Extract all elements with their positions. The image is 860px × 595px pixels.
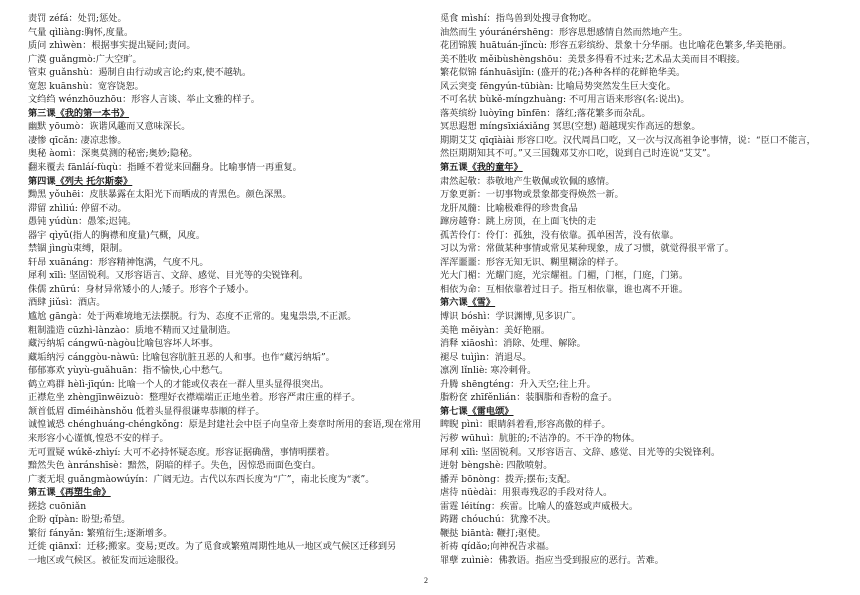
vocab-entry: 犀利 xīlì: 坚固锐利。又形容语言、文辞、感觉、目光等的尖锐锋利。 bbox=[440, 446, 721, 458]
vocab-entry: 迸射 bèngshè: 四散喷射。 bbox=[440, 460, 553, 472]
page-number: 2 bbox=[424, 576, 428, 585]
lesson-title: 《列夫 托尔斯泰》 bbox=[55, 175, 133, 187]
vocab-entry: 黯然失色 ànránshīsè：黯然，阴暗的样子。失色，因惊恐而面色变白。 bbox=[28, 460, 321, 472]
lesson-title: 《雷电颂》 bbox=[467, 405, 514, 417]
vocab-entry: 花团锦簇 huātuán-jǐncù: 形容五彩缤纷、景象十分华丽。也比喻花色繁多,华美艳丽。 bbox=[440, 40, 792, 52]
vocab-entry: 繁衍 fányǎn: 繁殖衍生;逐渐增多。 bbox=[28, 527, 173, 539]
vocab-entry: 雷霆 léitíng：疾雷。比喻人的盛怒或声威极大。 bbox=[440, 500, 639, 512]
vocab-entry: 颔首低眉 dīméihànshǒu 低着头显得很谦卑恭顺的样子。 bbox=[28, 405, 265, 417]
vocab-entry: 孤苦伶仃：伶仃：孤独，没有依靠。孤单困苦，没有依靠。 bbox=[440, 229, 679, 241]
vocab-entry: 然臣期期知其不可。”又三国魏邓艾亦口吃，说到自己时连说“艾艾”。 bbox=[440, 148, 716, 160]
lesson-number: 第六课 bbox=[440, 297, 468, 309]
vocab-entry: 鞭挞 biāntà: 鞭打;驱使。 bbox=[440, 527, 546, 539]
vocab-entry: 美艳 měiyàn：美好艳丽。 bbox=[440, 324, 551, 336]
vocab-entry: 无可置疑 wúkě-zhìyí: 大可不必持怀疑态度。形容证据确凿，事情明摆着。 bbox=[28, 446, 335, 458]
vocab-entry: 来形容小心谨慎,惶恐不安的样子。 bbox=[28, 432, 169, 444]
vocab-entry: 翻来覆去 fānláí-fùqù：指睡不着觉来回翻身。比喻事情一再重复。 bbox=[28, 162, 302, 174]
vocab-entry: 文绉绉 wénzhōuzhōu：形容人言谈、举止文雅的样子。 bbox=[28, 94, 260, 106]
vocab-entry: 管束 guǎnshù：遏制自由行动或言论;约束,使不越轨。 bbox=[28, 67, 252, 79]
vocab-entry: 消释 xiāoshì：消除、处理、解除。 bbox=[440, 338, 586, 350]
vocab-entry: 褪尽 tuìjìn：消退尽。 bbox=[440, 351, 532, 363]
vocab-entry: 蹿房越脊：跳上房顶，在上面飞快的走 bbox=[440, 216, 597, 228]
vocab-entry: 黝黑 yǒuhēi：皮肤暴露在太阳光下而晒成的青黑色。颜色深黑。 bbox=[28, 189, 292, 201]
vocab-entry: 觅食 mìshí：指鸟兽到处搜寻食物吃。 bbox=[440, 13, 597, 24]
vocab-entry: 播弄 bōnòng：拨弄;摆布;支配。 bbox=[440, 473, 576, 485]
vocab-entry: 尴尬 gāngà：处于两难境地无法摆脱。行为、态度不正常的。鬼鬼祟祟,不正派。 bbox=[28, 311, 357, 323]
lesson-heading bbox=[28, 107, 426, 121]
vocab-entry: 藏污纳垢 cángwū-nàgòu比喻包容坏人坏事。 bbox=[28, 338, 219, 350]
vocab-entry: 宽恕 kuānshù：宽容饶恕。 bbox=[28, 80, 144, 92]
vocab-entry: 龙肝凤髓：比喻极难得的珍贵食品 bbox=[440, 202, 578, 214]
lesson-heading bbox=[28, 486, 426, 500]
vocab-entry: 美不胜收 měibùshèngshōu：美景多得看不过来;艺术品太美而目不暇接。 bbox=[440, 53, 746, 65]
vocab-entry: 博识 bóshì：学识渊博,见多识广。 bbox=[440, 311, 582, 323]
vocab-entry: 落英缤纷 luòyīng bīnfēn：落红;落花繁多而杂乱。 bbox=[440, 107, 651, 119]
lesson-number: 第五课 bbox=[28, 487, 56, 499]
vocab-entry: 广漠 guǎngmò:广大空旷。 bbox=[28, 53, 142, 65]
vocab-entry: 罪孽 zuìniè：佛教语。指应当受到报应的恶行。苦难。 bbox=[440, 554, 664, 566]
vocab-entry: 奥秘 àomì：深奥莫测的秘密;奥妙;隐秘。 bbox=[28, 148, 198, 160]
lesson-number: 第三课 bbox=[28, 107, 56, 119]
vocab-entry: 一地区或气候区。被征发而远途服役。 bbox=[28, 554, 185, 566]
vocab-entry: 责罚 zéfá：处罚;惩处。 bbox=[28, 13, 127, 24]
vocab-entry: 藏垢纳污 cánggòu-nàwū: 比喻包容肮脏丑恶的人和事。也作“藏污纳垢”。 bbox=[28, 351, 335, 363]
vocab-entry: 繁花似锦 fánhuāsìjǐn: (盛开的花;)各种各样的花鲜艳华美。 bbox=[440, 67, 686, 79]
vocab-entry: 升腾 shēngténg：升入天空;往上升。 bbox=[440, 378, 596, 390]
left-column bbox=[28, 12, 426, 567]
vocab-entry: 踌躇 chóuchú：犹豫不决。 bbox=[440, 514, 556, 526]
vocab-entry: 脂粉奁 zhīfěnlián：装胭脂和香粉的盒子。 bbox=[440, 392, 618, 404]
vocab-entry: 气量 qìliàng:胸怀,度量。 bbox=[28, 26, 134, 38]
vocab-entry: 搓捻 cuōniǎn bbox=[28, 500, 87, 512]
lesson-number: 第四课 bbox=[28, 175, 56, 187]
vocab-entry: 相依为命：互相依靠着过日子。指互相依靠，谁也离不开谁。 bbox=[440, 283, 689, 295]
vocab-entry: 滞留 zhìliú: 停留不动。 bbox=[28, 202, 127, 214]
lesson-title: 《我的童年》 bbox=[467, 162, 523, 174]
vocab-entry: 诚惶诚恐 chénghuáng-chéngkǒng：原是封建社会中臣子向皇帝上奏章时所用的套语,现在常用 bbox=[28, 419, 422, 431]
vocab-entry: 正襟危坐 zhèngjīnwēizuò：整理好衣襟端端正正地坐着。形容严肃庄重的样子。 bbox=[28, 392, 361, 404]
vocab-entry: 犀利 xīlì: 坚固锐利。又形容语言、文辞、感觉、目光等的尖锐锋利。 bbox=[28, 270, 309, 282]
vocab-entry: 睥睨 pìnì：眼睛斜着看,形容高傲的样子。 bbox=[440, 419, 611, 431]
lesson-heading bbox=[440, 161, 840, 175]
vocab-entry: 粗制滥造 cūzhì-lànzào：质地不精而又过量制造。 bbox=[28, 324, 236, 336]
vocab-entry: 光大门楣：光耀门庭，光宗耀祖。门楣，门框，门庭，门第。 bbox=[440, 270, 689, 282]
vocab-entry: 郁郁寡欢 yùyù-guǎhuān：指不愉快,心中愁气。 bbox=[28, 365, 229, 377]
vocab-entry: 器宇 qìyǔ(指人的胸襟和度量)气概，风度。 bbox=[28, 229, 206, 241]
vocab-entry: 污秽 wūhuì：肮脏的;不洁净的。不干净的物体。 bbox=[440, 432, 640, 444]
vocab-entry: 愚钝 yúdùn：愚笨;迟钝。 bbox=[28, 216, 137, 228]
vocab-entry: 冥思遐想 míngsīxiáxiǎng 冥思(空想) 超越现实作高远的想象。 bbox=[440, 121, 701, 133]
vocab-entry: 万象更新：一切事物或景象都变得焕然一新。 bbox=[440, 189, 624, 201]
vocab-entry: 凛冽 lǐnliè: 寒冷刺骨。 bbox=[440, 365, 537, 377]
vocab-entry: 油然而生 yóuránérshēng：形容思想感情自然而然地产生。 bbox=[440, 26, 688, 38]
vocab-entry: 幽默 yōumò：诙谐风趣而又意味深长。 bbox=[28, 121, 191, 133]
vocab-entry: 风云突变 fēngyún-tūbiàn: 比喻局势突然发生巨大变化。 bbox=[440, 80, 676, 92]
vocab-entry: 迁徙 qiānxǐ：迁移;搬家。变易;更改。为了觅食或繁殖周期性地从一地区或气候区迁移到另 bbox=[28, 541, 397, 553]
vocab-entry: 祈祷 qídǎo;向神祝告求福。 bbox=[440, 541, 555, 553]
vocab-entry: 凄惨 qīcǎn: 凄凉悲惨。 bbox=[28, 134, 127, 146]
vocab-entry: 鹤立鸡群 hèlì-jīqún: 比喻一个人的才能或仪表在一群人里头显得很突出。 bbox=[28, 378, 329, 390]
vocab-entry: 企盼 qǐpàn: 盼望;希望。 bbox=[28, 514, 131, 526]
vocab-entry: 广袤无垠 guǎngmàowúyín：广阔无边。古代以东西长度为“广”，南北长度为“袤”。 bbox=[28, 473, 375, 485]
vocab-entry: 习以为常：常做某种事情或常见某种现象，成了习惯，就觉得很平常了。 bbox=[440, 243, 734, 255]
lesson-heading bbox=[440, 405, 840, 419]
lesson-title: 《雪》 bbox=[467, 297, 496, 309]
lesson-number: 第七课 bbox=[440, 405, 468, 417]
vocab-entry: 酒肆 jiǔsì：酒店。 bbox=[28, 297, 106, 309]
lesson-heading bbox=[28, 175, 426, 189]
vocab-entry: 肃然起敬：恭敬地产生敬佩或钦佩的感情。 bbox=[440, 175, 615, 187]
vocab-entry: 轩昂 xuānáng：形容精神饱满，气度不凡。 bbox=[28, 256, 209, 268]
vocab-entry: 侏儒 zhūrú：身材异常矮小的人;矮子。形容个子矮小。 bbox=[28, 283, 254, 295]
vocab-entry: 浑浑噩噩：形容无知无识、糊里糊涂的样子。 bbox=[440, 256, 624, 268]
vocab-entry: 期期艾艾 qīqīàiài 形容口吃。汉代周昌口吃，又一次与汉高祖争论事情，说：“臣口不能言， bbox=[440, 134, 816, 146]
right-column bbox=[440, 12, 840, 567]
vocab-entry: 不可名状 bùkě-míngzhuàng: 不可用言语来形容(名:说出)。 bbox=[440, 94, 690, 106]
lesson-heading bbox=[440, 296, 840, 310]
lesson-number: 第五课 bbox=[440, 162, 468, 174]
vocab-entry: 质问 zhìwèn：根据事实提出疑问;责问。 bbox=[28, 40, 196, 52]
vocab-entry: 虐待 nüèdài：用狠毒残忍的手段对待人。 bbox=[440, 487, 613, 499]
lesson-title: 《我的第一本书》 bbox=[55, 107, 130, 119]
lesson-title: 《再塑生命》 bbox=[55, 487, 111, 499]
vocab-entry: 禁锢 jìngù束缚，限制。 bbox=[28, 243, 128, 255]
